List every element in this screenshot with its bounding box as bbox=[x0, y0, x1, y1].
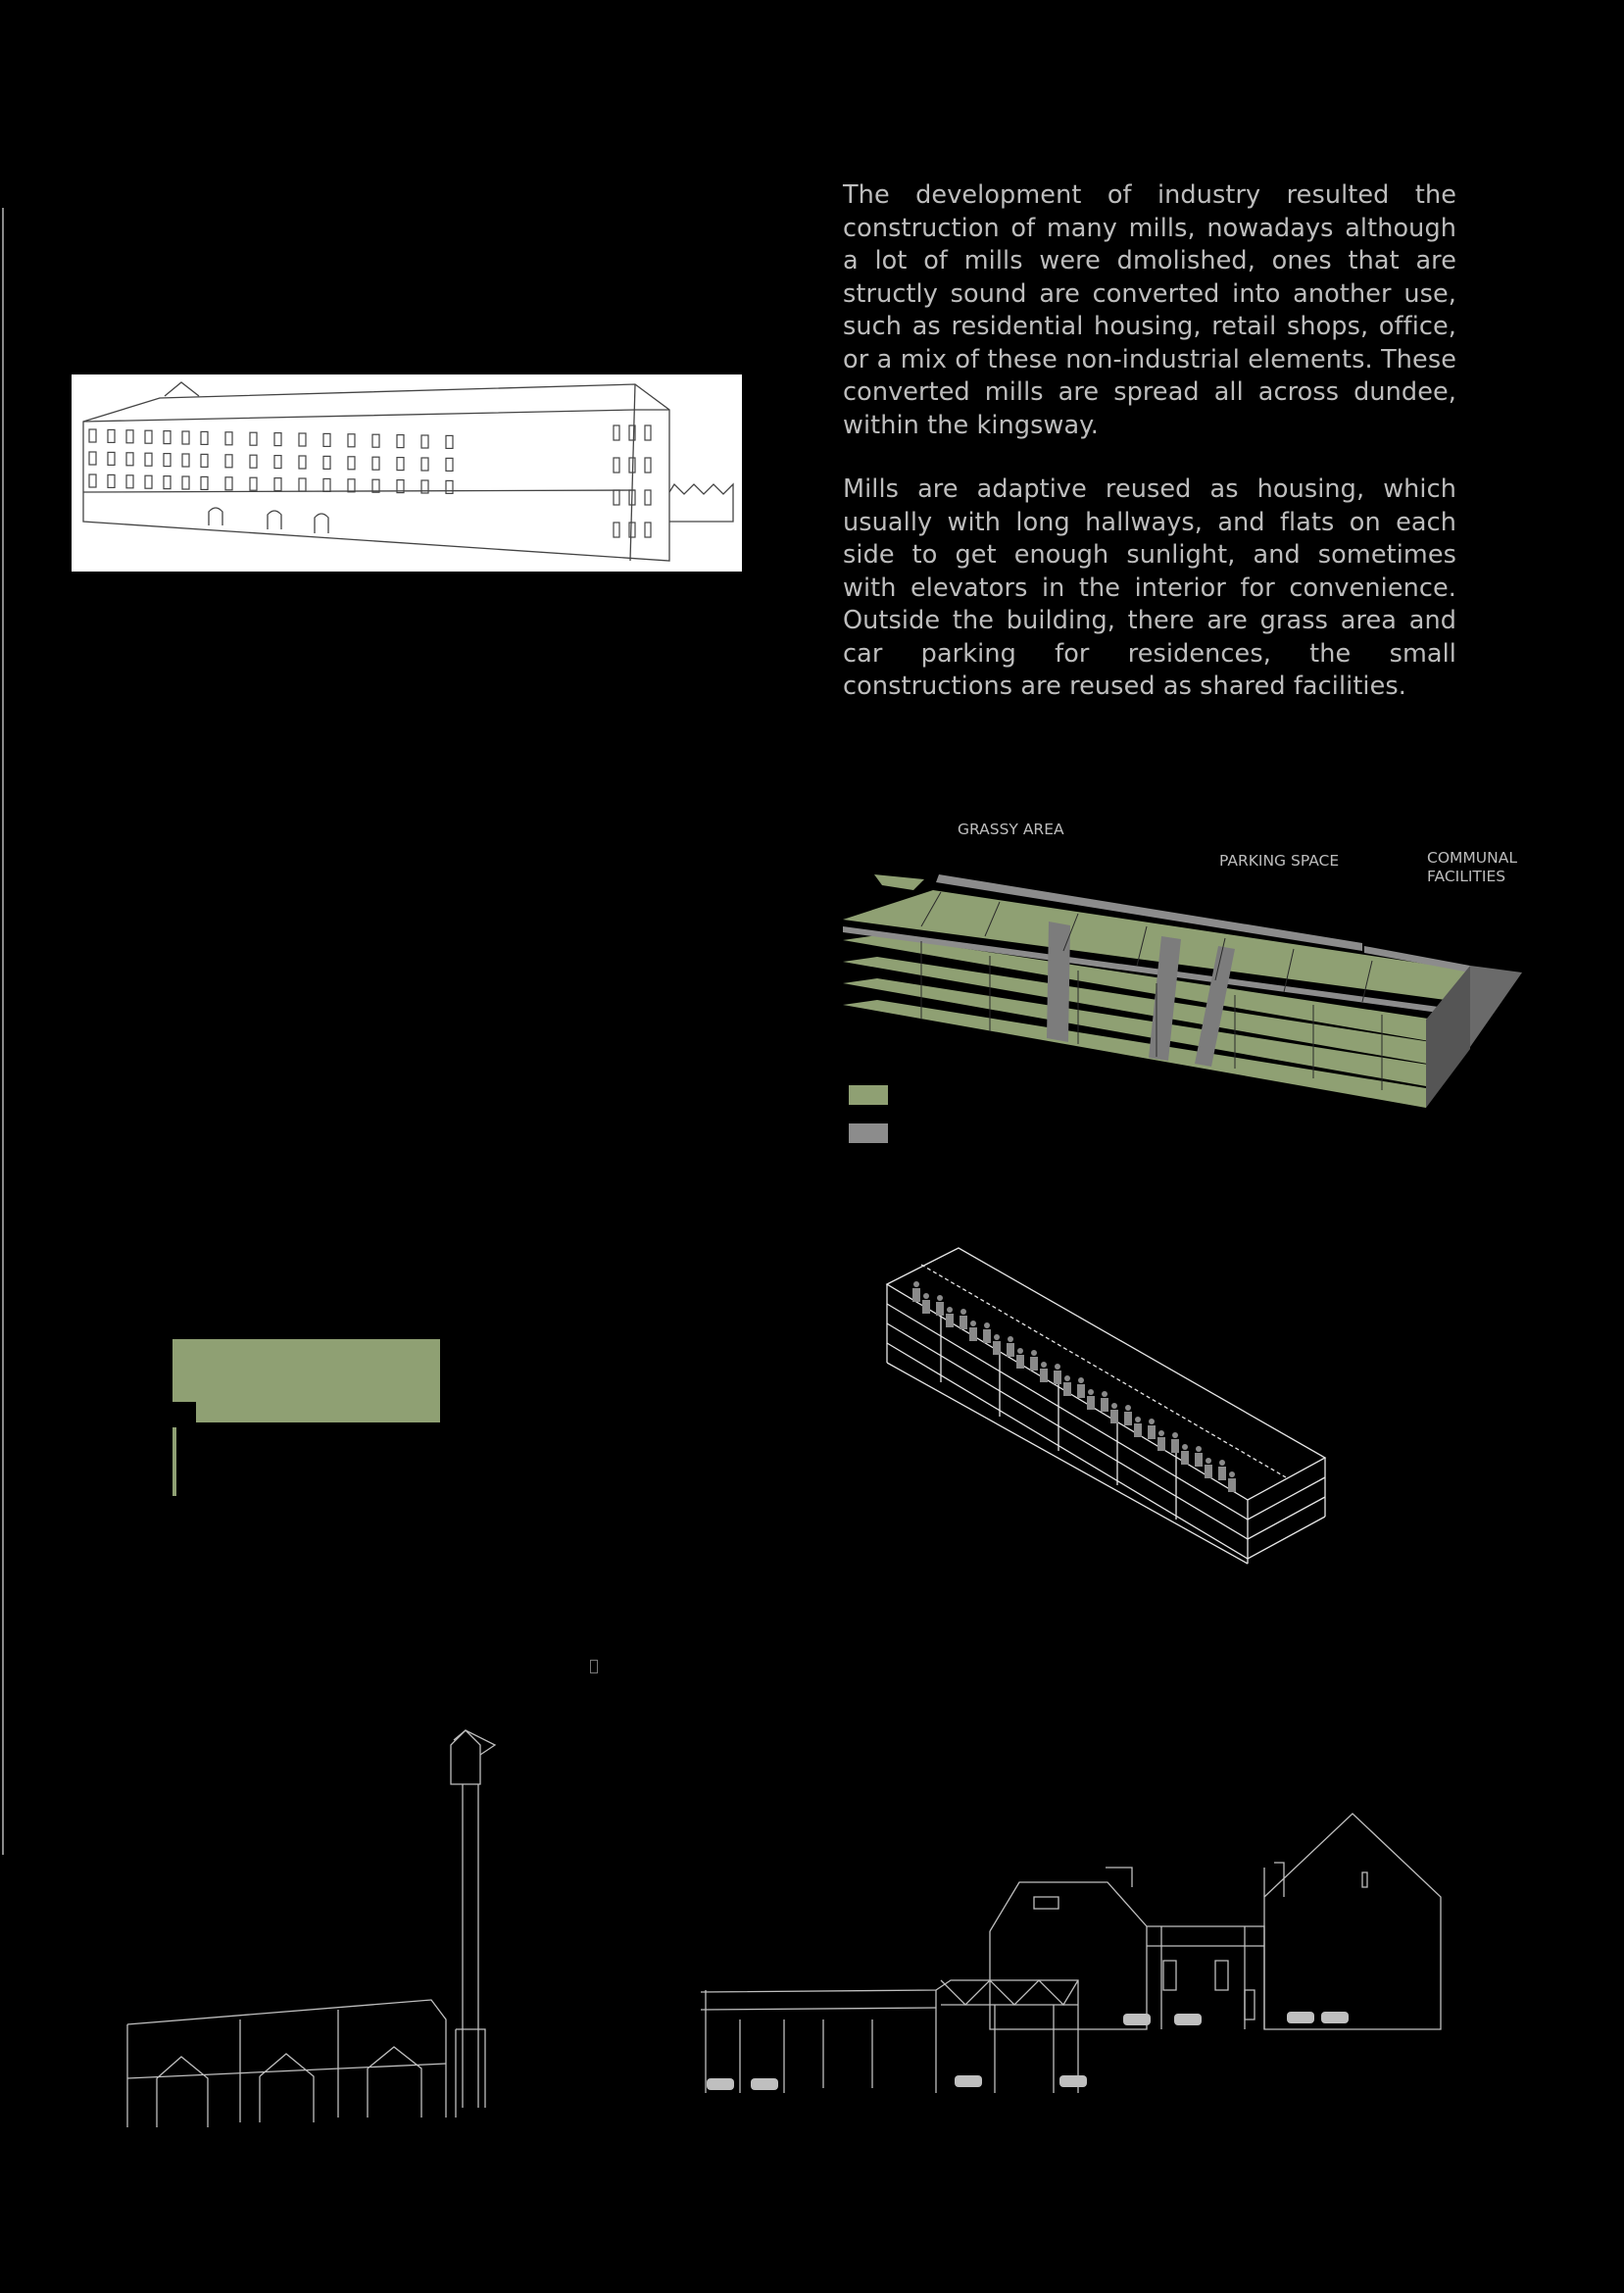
car-icon bbox=[1287, 2012, 1314, 2023]
car-icon bbox=[1059, 2075, 1087, 2087]
resident-figure bbox=[1148, 1419, 1156, 1439]
resident-figure bbox=[1157, 1430, 1165, 1451]
adaptive-reuse-paragraph: Mills are adaptive reused as housing, which usually with long hallways, and flats on each side to get enough sunlight, and sometimes with elevators in the interior for convenience. Outside the building, there are grass area and car parking for residences, the small constructions are reused as shared facilities. bbox=[843, 474, 1456, 701]
resident-figure bbox=[1007, 1336, 1014, 1357]
legend-grass-swatch bbox=[849, 1085, 888, 1105]
resident-figure bbox=[1171, 1432, 1179, 1453]
resident-figure bbox=[1063, 1375, 1071, 1396]
resident-figure bbox=[1218, 1460, 1226, 1480]
resident-figure bbox=[969, 1321, 977, 1341]
resident-figure bbox=[1016, 1348, 1024, 1369]
resident-figure bbox=[993, 1334, 1001, 1355]
communal-label-line-2: FACILITIES bbox=[1427, 868, 1506, 885]
car-icon bbox=[1321, 2012, 1349, 2023]
resident-figure bbox=[936, 1295, 944, 1316]
car-icon bbox=[955, 2075, 982, 2087]
green-accent-rule bbox=[172, 1427, 176, 1496]
resident-figure bbox=[1077, 1377, 1085, 1398]
mills-history-paragraph: The development of industry resulted the construction of many mills, nowadays although a lot of mills were dmolished, ones that are structly sound are converted into another use, such as residential housing, retail shops, office, or a mix of these non-industrial elements. These converted mills are spread all across dundee, within the kingsway. bbox=[843, 180, 1456, 440]
parking-space-label: PARKING SPACE bbox=[1219, 852, 1340, 870]
car-icon bbox=[751, 2078, 778, 2090]
resident-figure bbox=[1134, 1417, 1142, 1437]
resident-figure bbox=[1040, 1362, 1048, 1382]
resident-figure bbox=[1101, 1391, 1108, 1412]
resident-figure bbox=[1205, 1458, 1212, 1478]
street-elevation-drawing bbox=[127, 1730, 1441, 2127]
resident-figure bbox=[1228, 1471, 1236, 1492]
resident-figure bbox=[1181, 1444, 1189, 1465]
car-icon bbox=[1123, 2014, 1151, 2025]
resident-figure bbox=[983, 1322, 991, 1343]
grassy-area-label: GRASSY AREA bbox=[958, 821, 1064, 838]
car-icon bbox=[1174, 2014, 1202, 2025]
green-title-block bbox=[172, 1339, 440, 1422]
resident-figure bbox=[1030, 1350, 1038, 1371]
resident-figure bbox=[922, 1293, 930, 1314]
resident-figure bbox=[912, 1281, 920, 1302]
communal-label-line-1: COMMUNAL bbox=[1427, 849, 1517, 867]
legend-parking-swatch bbox=[849, 1123, 888, 1143]
small-marker bbox=[590, 1660, 598, 1673]
resident-figure bbox=[960, 1309, 967, 1329]
green-block-notch bbox=[172, 1402, 196, 1422]
resident-figure bbox=[946, 1307, 954, 1327]
resident-figure bbox=[1087, 1389, 1095, 1410]
floor-slabs bbox=[843, 874, 1522, 1108]
resident-figure bbox=[1195, 1446, 1203, 1467]
resident-figure bbox=[1110, 1403, 1118, 1423]
resident-figure bbox=[1054, 1364, 1061, 1384]
parked-cars bbox=[707, 2012, 1349, 2090]
resident-figure bbox=[1124, 1405, 1132, 1425]
car-icon bbox=[707, 2078, 734, 2090]
